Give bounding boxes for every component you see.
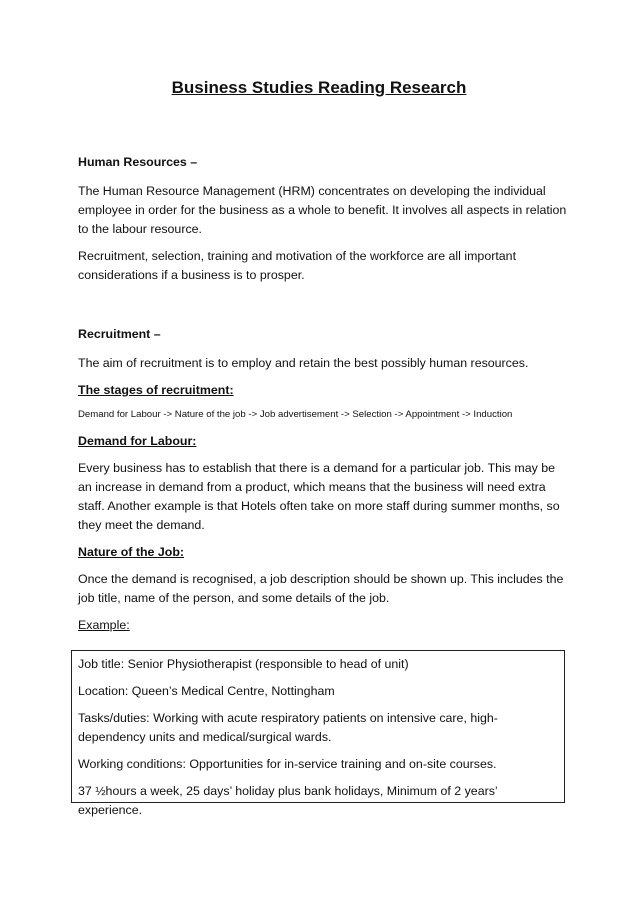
demand-paragraph: Every business has to establish that there is a demand for a particular job. This may be an increase in demand from a product, which means that the business will need extra staff. Another example is that Hotels often take on more staff during summer months, so they meet the demand.	[78, 461, 560, 532]
hr-paragraph-2: Recruitment, selection, training and motivation of the workforce are all important considerations if a business is to prosper.	[78, 249, 517, 282]
hr-heading: Human Resources –	[78, 155, 198, 169]
example-line-conditions: Working conditions: Opportunities for in-service training and on-site courses.	[78, 757, 497, 771]
document-title: Business Studies Reading Research	[171, 78, 467, 97]
nature-paragraph: Once the demand is recognised, a job description should be shown up. This includes the job title, name of the person, and some details of the job.	[78, 572, 564, 605]
hr-paragraph-1: The Human Resource Management (HRM) concentrates on developing the individual employee in order for the business as a whole to benefit. It involves all aspects in relation to the labour resource.	[78, 184, 567, 236]
demand-heading: Demand for Labour:	[78, 434, 197, 448]
example-line-hours: 37 ½hours a week, 25 days’ holiday plus bank holidays, Minimum of 2 years’ experience.	[78, 784, 498, 817]
document-body	[78, 153, 568, 635]
recruitment-paragraph: The aim of recruitment is to employ and retain the best possibly human resources.	[78, 356, 529, 370]
example-line-tasks: Tasks/duties: Working with acute respiratory patients on intensive care, high-dependency units and medical/surgical wards.	[78, 711, 498, 744]
example-label: Example:	[78, 618, 130, 632]
recruitment-heading: Recruitment –	[78, 327, 161, 341]
stages-flow: Demand for Labour -> Nature of the job -> Job advertisement -> Selection -> Appointment -> Induction	[78, 409, 513, 420]
nature-heading: Nature of the Job:	[78, 545, 185, 559]
example-box	[71, 650, 565, 817]
example-line-job-title: Job title: Senior Physiotherapist (responsible to head of unit)	[78, 657, 409, 671]
stages-heading: The stages of recruitment:	[78, 383, 234, 397]
example-line-location: Location: Queen’s Medical Centre, Nottingham	[78, 684, 335, 698]
